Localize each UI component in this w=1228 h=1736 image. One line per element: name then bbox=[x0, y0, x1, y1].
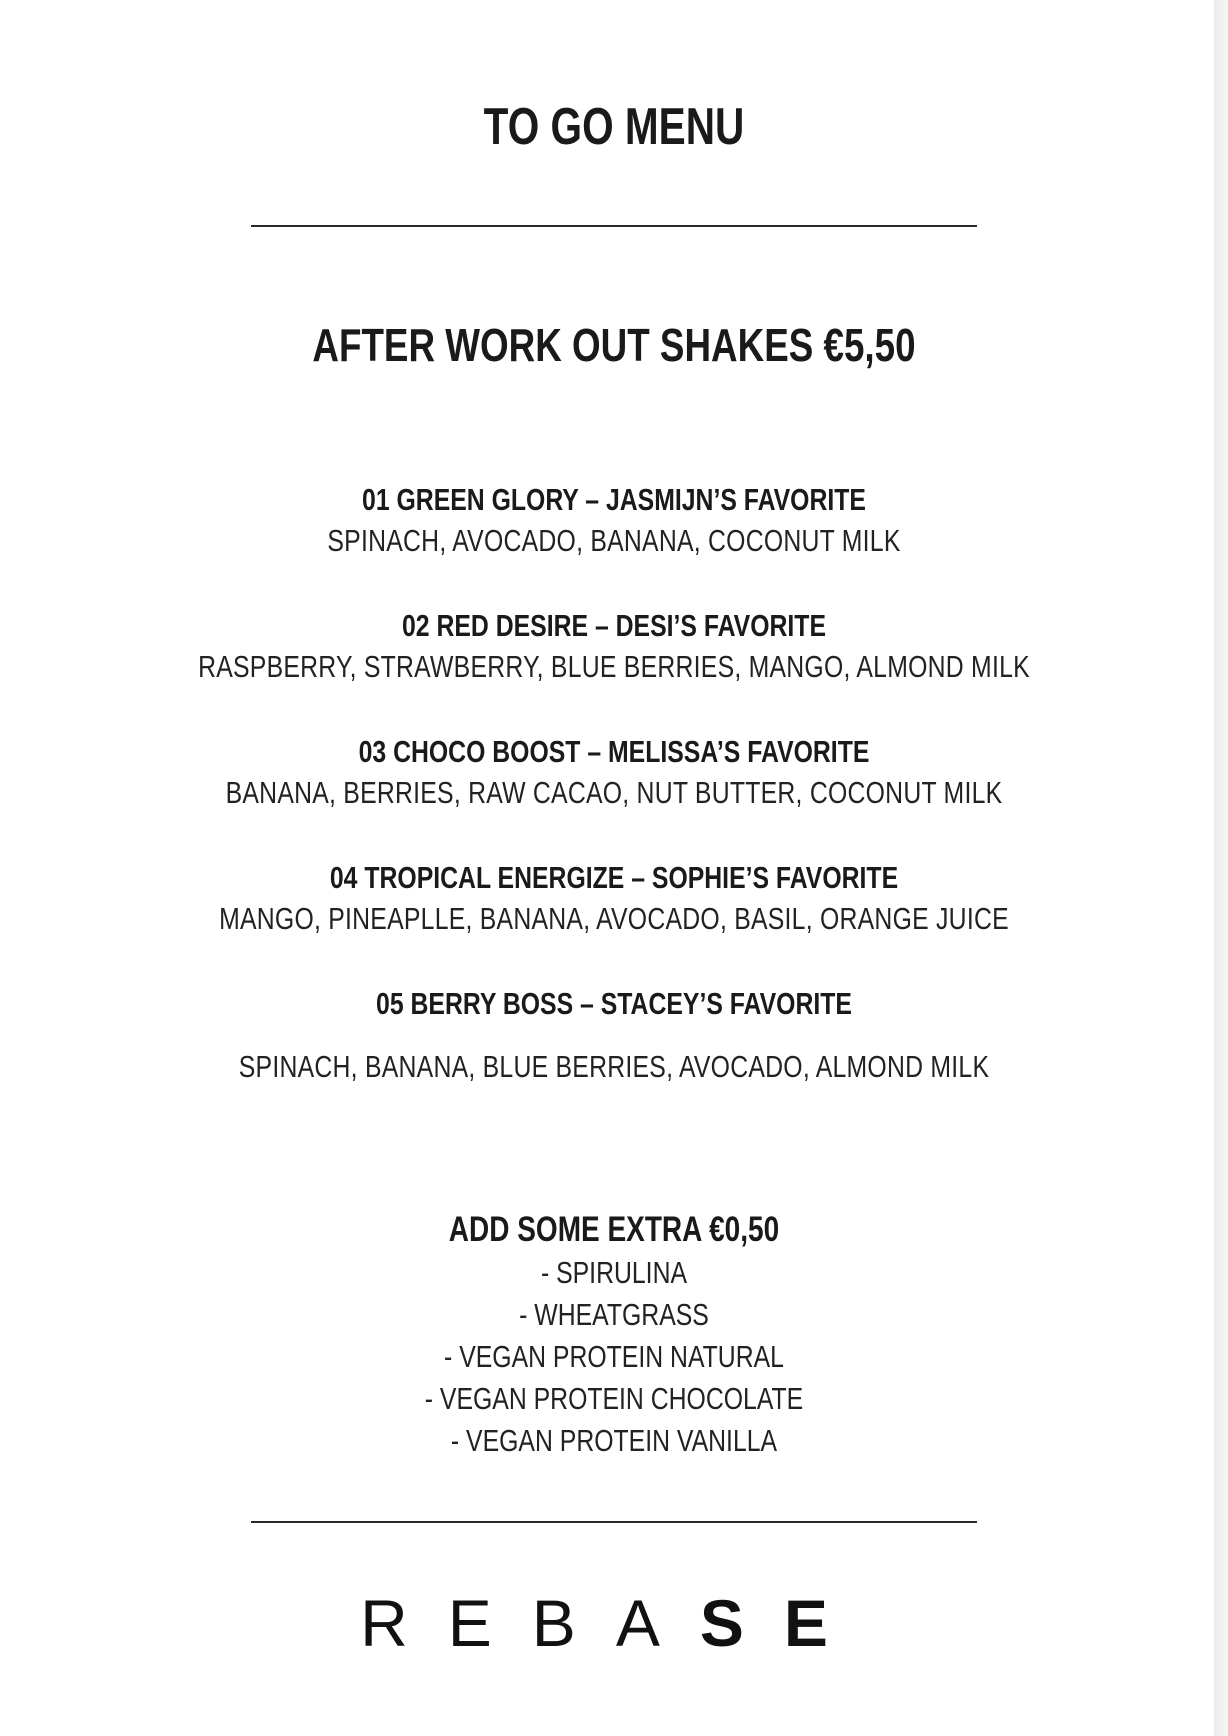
shake-item bbox=[123, 858, 1105, 940]
shake-ingredients: BANANA, BERRIES, RAW CACAO, NUT BUTTER, COCONUT MILK bbox=[225, 775, 1003, 810]
page-title: TO GO MENU bbox=[483, 98, 745, 156]
shake-ingredients: RASPBERRY, STRAWBERRY, BLUE BERRIES, MANGO, ALMOND MILK bbox=[198, 649, 1030, 684]
brand-logo bbox=[0, 1585, 1228, 1661]
shake-name: 05 BERRY BOSS – STACEY’S FAVORITE bbox=[376, 986, 852, 1021]
top-divider bbox=[251, 225, 977, 227]
brand-logo-light: REBA bbox=[360, 1586, 700, 1660]
extras-item: - VEGAN PROTEIN VANILLA bbox=[450, 1423, 778, 1458]
shake-name: 01 GREEN GLORY – JASMIJN’S FAVORITE bbox=[362, 482, 866, 517]
extras-item: - WHEATGRASS bbox=[519, 1297, 709, 1332]
extras-item: - VEGAN PROTEIN NATURAL bbox=[444, 1339, 784, 1374]
shake-item bbox=[123, 606, 1105, 688]
shake-item bbox=[123, 480, 1105, 562]
shake-ingredients: MANGO, PINEAPLLE, BANANA, AVOCADO, BASIL, ORANGE JUICE bbox=[219, 901, 1009, 936]
shake-ingredients: SPINACH, AVOCADO, BANANA, COCONUT MILK bbox=[327, 523, 901, 558]
section-title: AFTER WORK OUT SHAKES €5,50 bbox=[312, 319, 916, 371]
extras-item: - VEGAN PROTEIN CHOCOLATE bbox=[424, 1381, 804, 1416]
shake-name: 04 TROPICAL ENERGIZE – SOPHIE’S FAVORITE bbox=[329, 860, 899, 895]
shake-name: 03 CHOCO BOOST – MELISSA’S FAVORITE bbox=[358, 734, 870, 769]
shake-item bbox=[123, 984, 1105, 1088]
bottom-divider bbox=[251, 1521, 977, 1523]
brand-logo-bold: SE bbox=[699, 1586, 868, 1660]
extras-title: ADD SOME EXTRA €0,50 bbox=[448, 1210, 780, 1249]
extras-list bbox=[123, 1252, 1105, 1462]
extras-item: - SPIRULINA bbox=[540, 1255, 688, 1290]
extras-section bbox=[123, 1208, 1105, 1462]
shake-ingredients: SPINACH, BANANA, BLUE BERRIES, AVOCADO, ALMOND MILK bbox=[238, 1049, 990, 1084]
shake-item bbox=[123, 732, 1105, 814]
shake-name: 02 RED DESIRE – DESI’S FAVORITE bbox=[401, 608, 826, 643]
